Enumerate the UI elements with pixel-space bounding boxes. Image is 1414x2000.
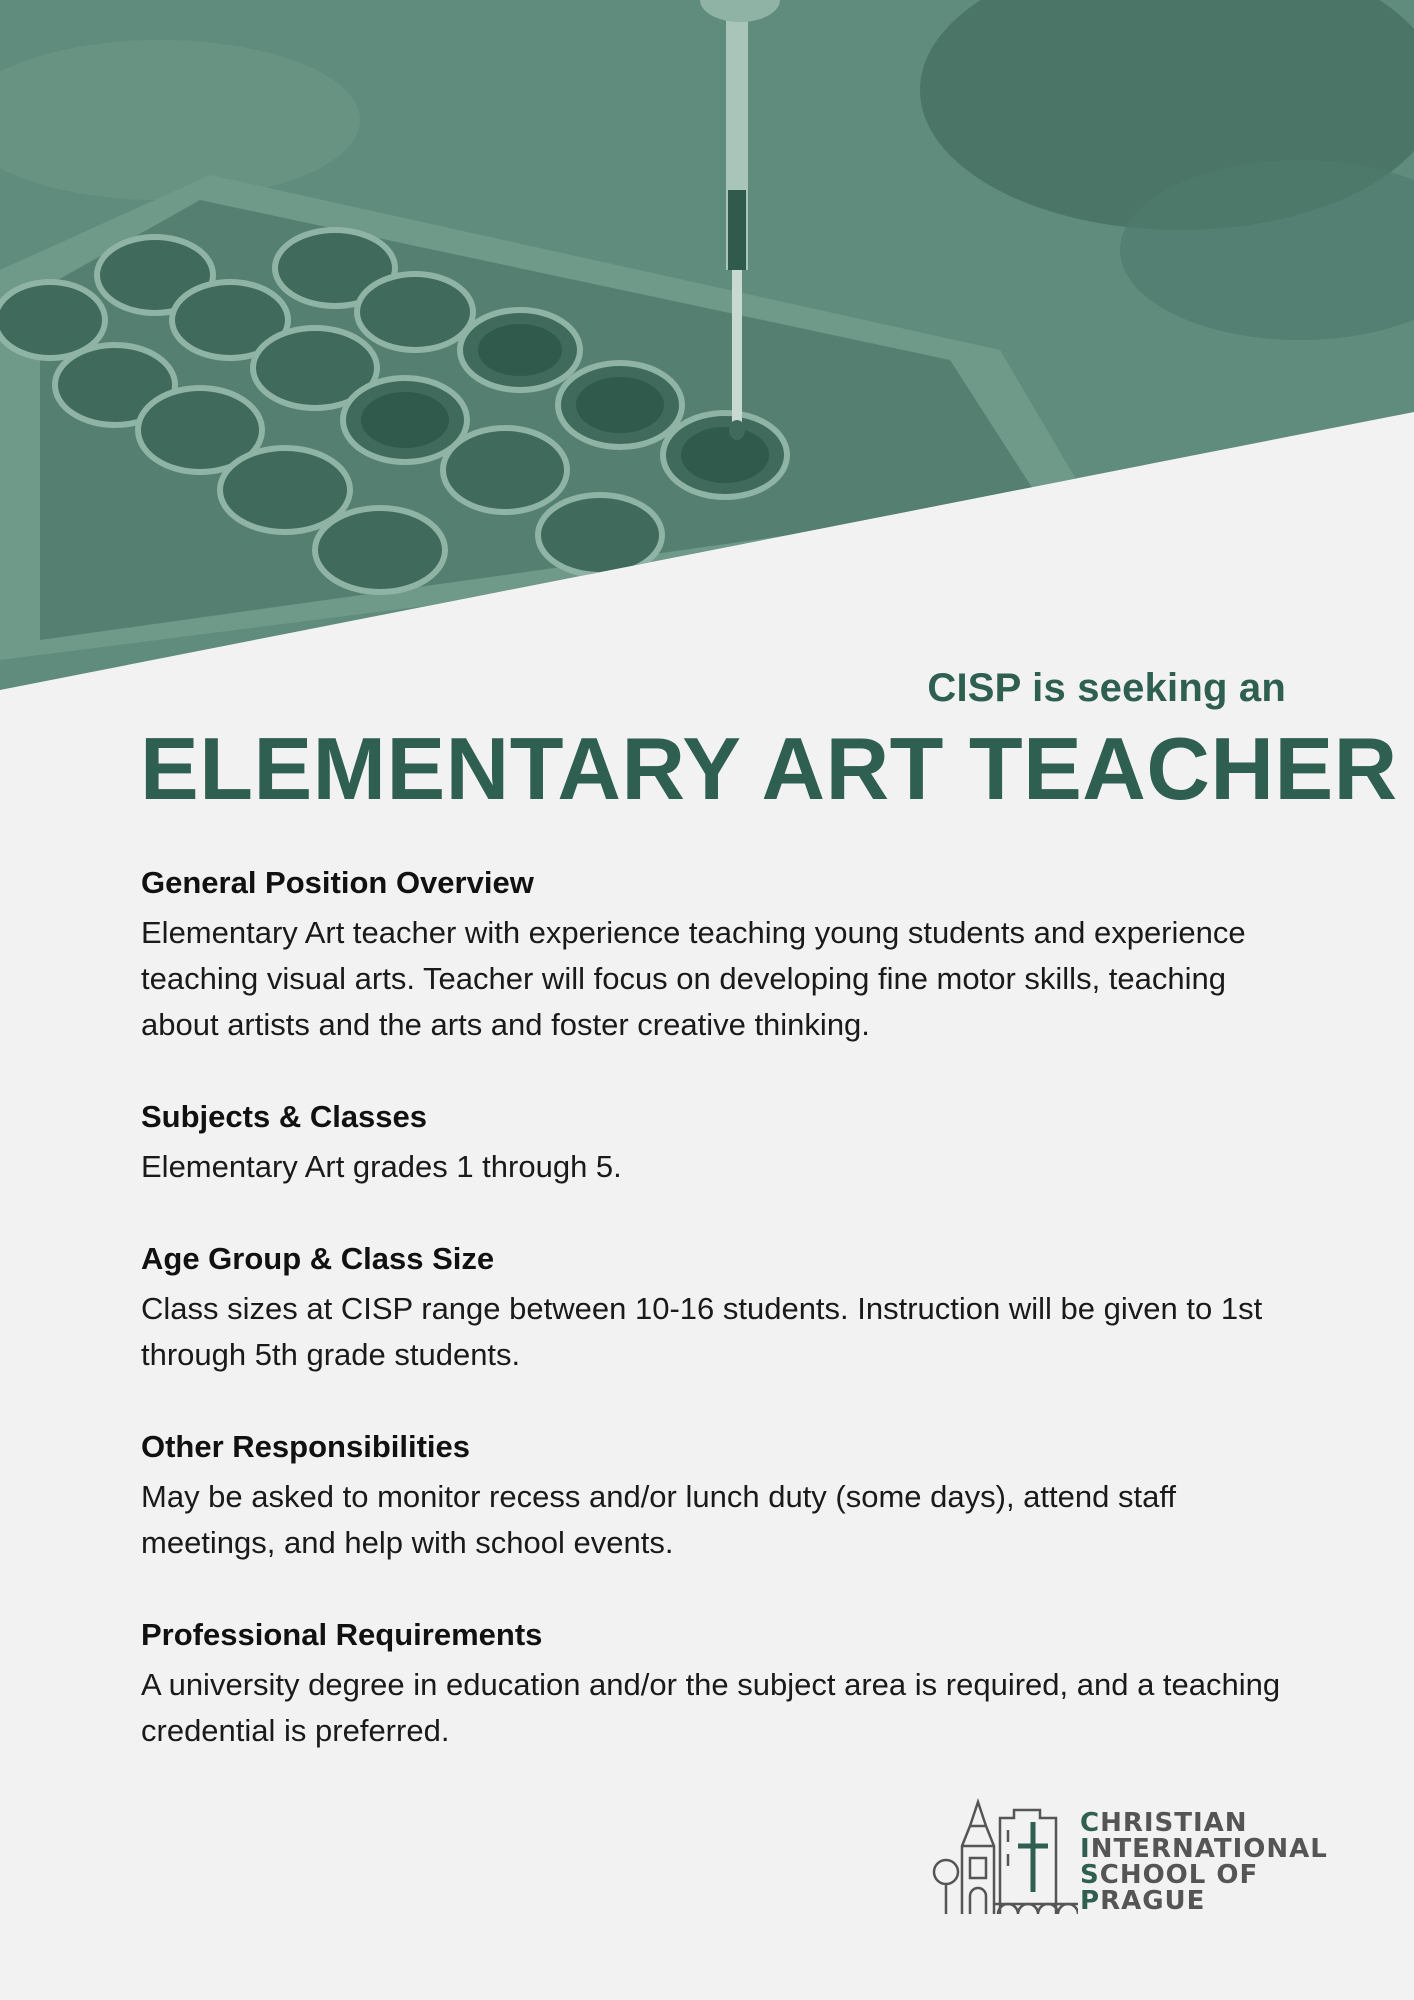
logo-line: SCHOOL OF [1080, 1860, 1259, 1890]
logo-line: CHRISTIAN [1080, 1808, 1248, 1838]
section-body: A university degree in education and/or the subject area is required, and a teaching credential is preferred. [141, 1667, 1281, 1748]
section-body: May be asked to monitor recess and/or lunch duty (some days), attend staff meetings, and help with school events. [141, 1479, 1177, 1560]
section-body: Elementary Art teacher with experience teaching young students and experience teaching visual arts. Teacher will focus on developing fine motor skills, teaching about artists and the arts and foster creative thinking. [141, 915, 1246, 1042]
section-other-responsibilities [141, 1424, 1281, 1566]
page-title: ELEMENTARY ART TEACHER [140, 719, 1398, 818]
school-logo [928, 1796, 1348, 1920]
section-professional-requirements [141, 1612, 1281, 1754]
section-age-group-class-size [141, 1236, 1281, 1378]
section-body: Elementary Art grades 1 through 5. [141, 1149, 622, 1184]
section-heading: Other Responsibilities [141, 1429, 471, 1464]
prague-skyline-logo-icon [928, 1796, 1078, 1920]
logo-wordmark [1080, 1810, 1328, 1914]
job-description [141, 860, 1281, 1800]
section-heading: Subjects & Classes [141, 1099, 428, 1134]
section-heading: General Position Overview [141, 865, 534, 900]
section-heading: Age Group & Class Size [141, 1241, 495, 1276]
watercolor-palette-illustration [0, 0, 1414, 700]
section-subjects-classes [141, 1094, 1281, 1190]
section-heading: Professional Requirements [141, 1617, 543, 1652]
tagline: CISP is seeking an [927, 666, 1286, 710]
section-body: Class sizes at CISP range between 10-16 students. Instruction will be given to 1st through 5th grade students. [141, 1291, 1263, 1372]
logo-line: PRAGUE [1080, 1886, 1206, 1916]
logo-line: INTERNATIONAL [1080, 1834, 1328, 1864]
section-general-position-overview [141, 860, 1281, 1048]
hero-image [0, 0, 1414, 700]
